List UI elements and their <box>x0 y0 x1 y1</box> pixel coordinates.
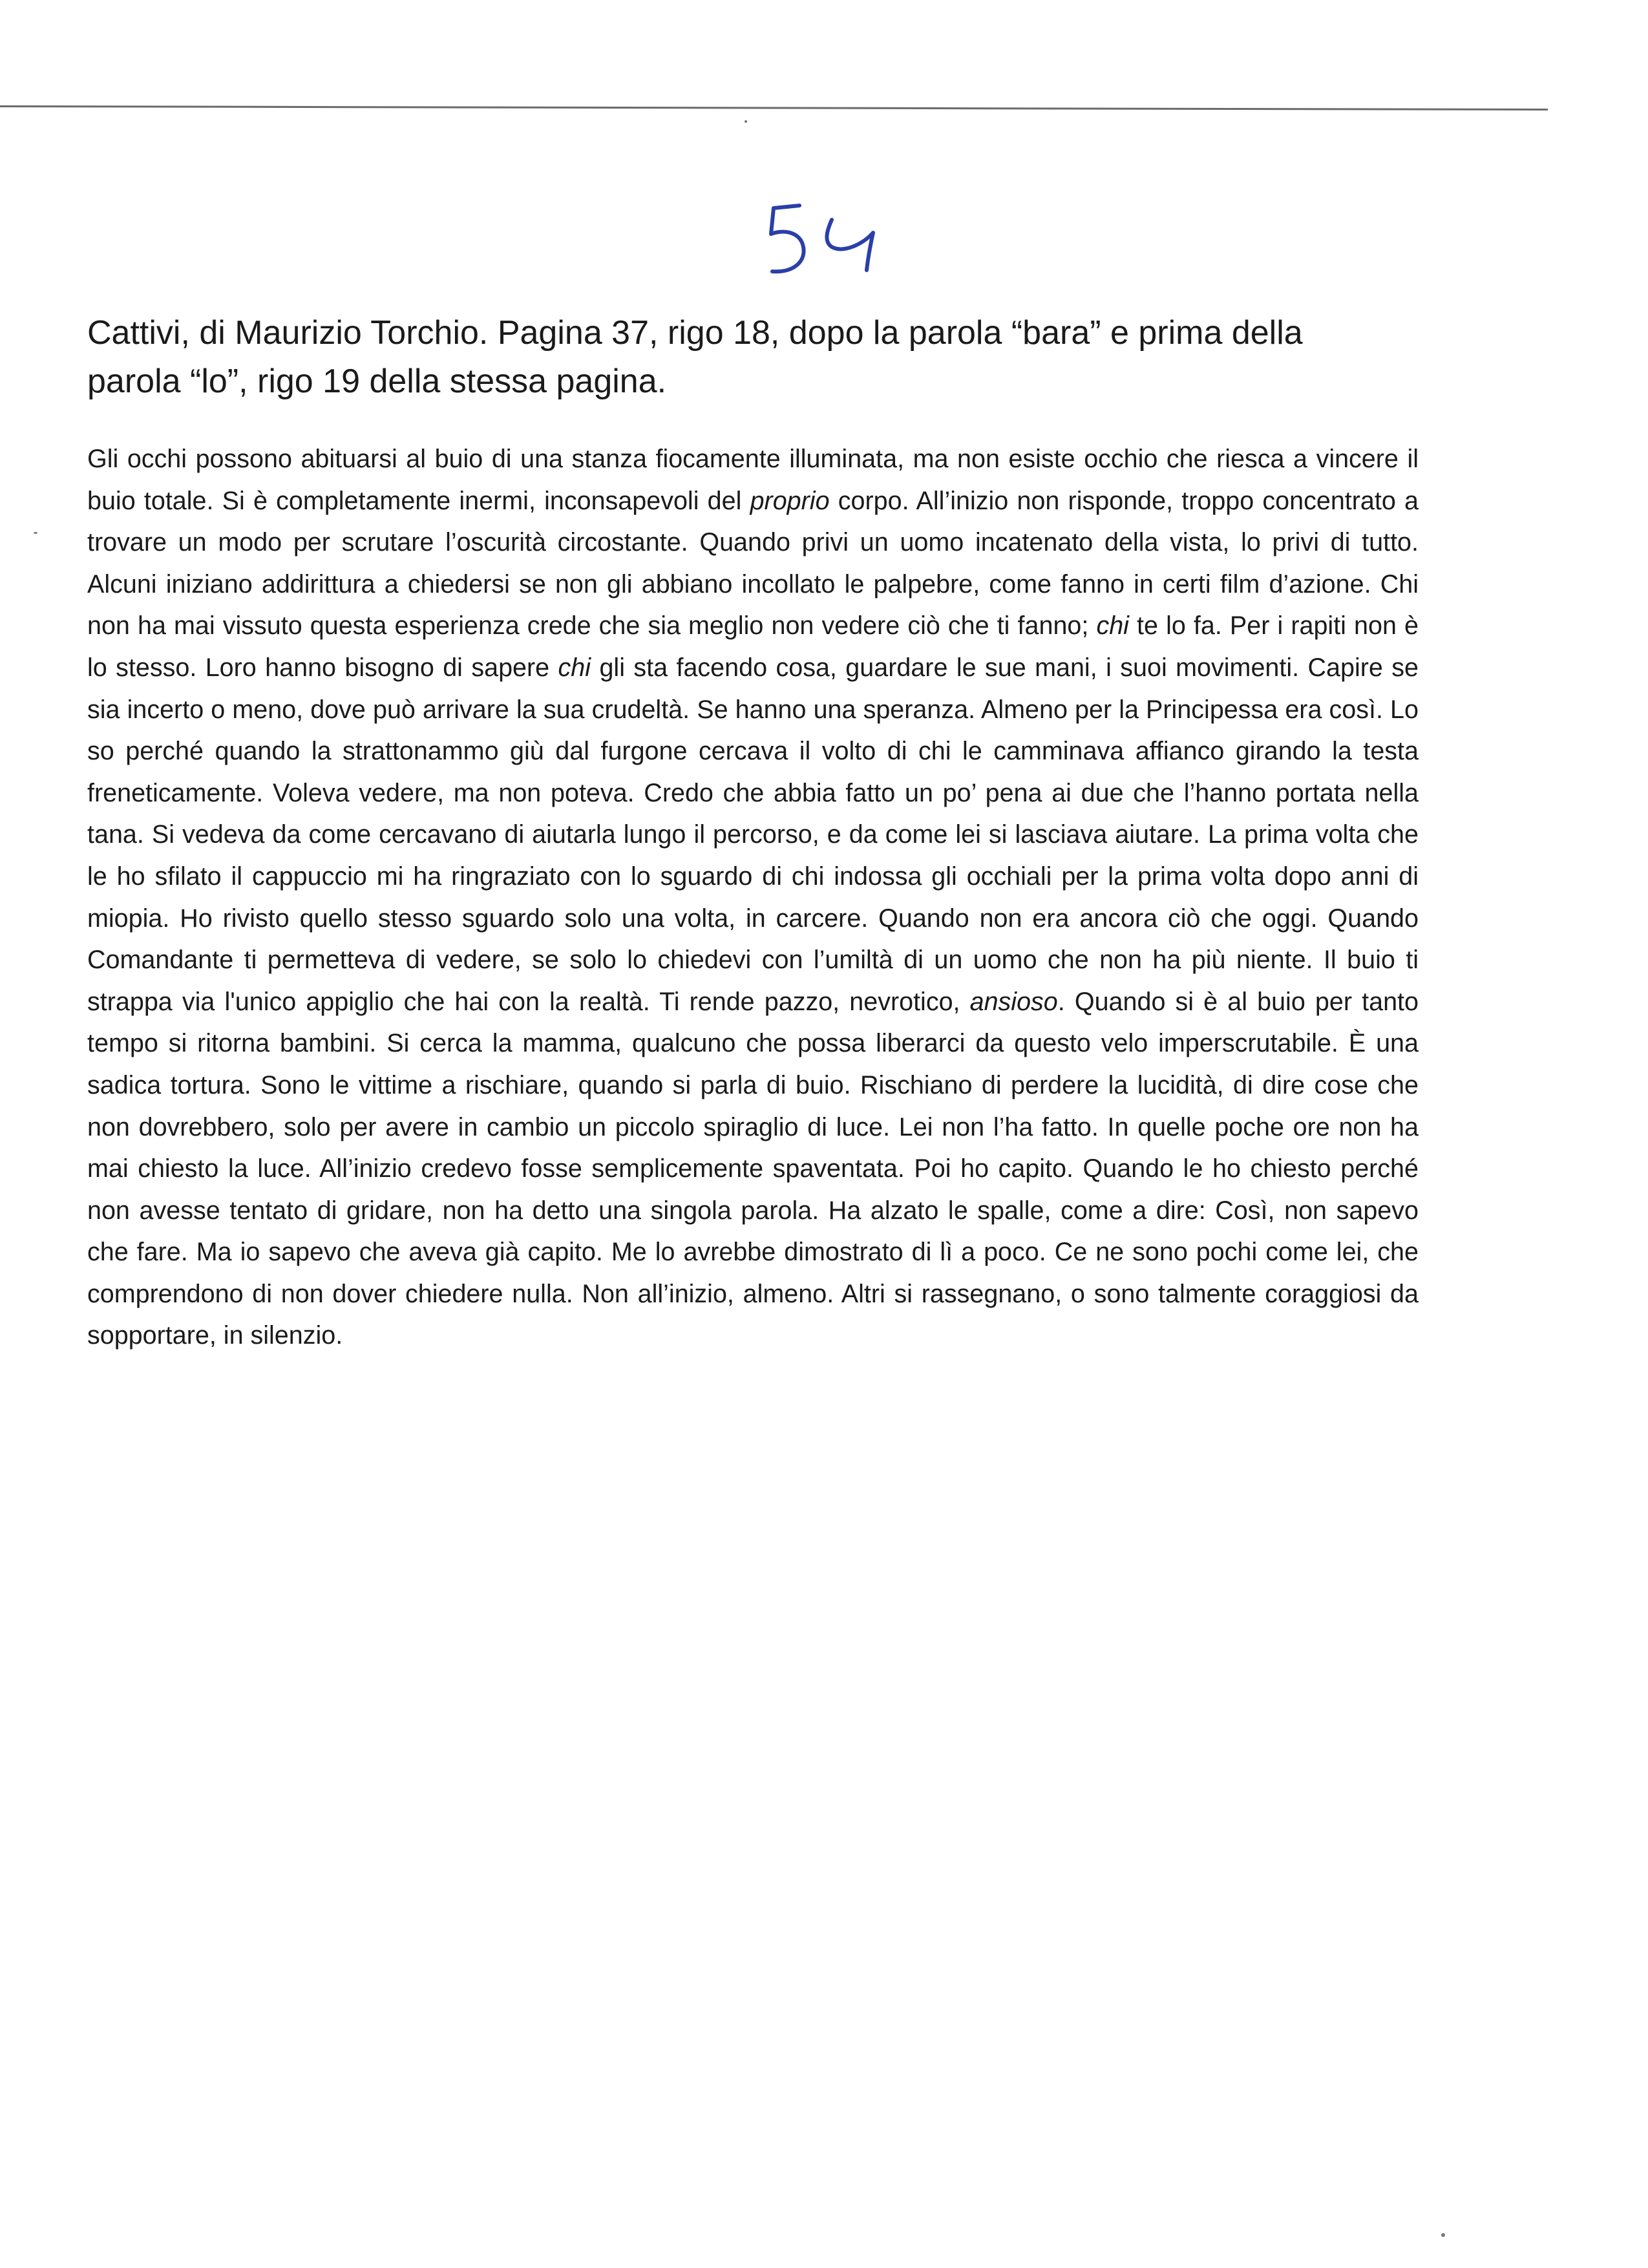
document-title: Cattivi, di Maurizio Torchio. Pagina 37, rigo 18, dopo la parola “bara” e prima della parola “lo”, rigo 19 della stessa pagina. <box>87 314 1303 400</box>
scan-speck <box>745 120 747 123</box>
scan-speck <box>1441 2233 1445 2237</box>
body-paragraph <box>87 438 1419 1357</box>
body-text-italic: ansioso <box>969 987 1058 1016</box>
scan-speck <box>34 532 37 534</box>
body-text-italic: proprio <box>750 486 830 515</box>
body-text-segment: . Quando si è al buio per tanto tempo si ritorna bambini. Si cerca la mamma, qualcuno che possa liberarci da questo velo imperscrutabile. È una sadica tortura. Sono le vittime a rischiare, quando si parla di buio. Rischiano di perdere la lucidità, di dire cose che non dovrebbero, solo per avere in cambio un piccolo spiraglio di luce. Lei non l’ha fatto. In quelle poche ore non ha mai chiesto la luce. All’inizio credevo fosse semplicemente spaventata. Poi ho capito. Quando le ho chiesto perché non avesse tentato di gridare, non ha detto una singola parola. Ha alzato le spalle, come a dire: Così, non sapevo che fare. Ma io sapevo che aveva già capito. Me lo avrebbe dimostrato di lì a poco. Ce ne sono pochi come lei, che comprendono di non dover chiedere nulla. Non all’inizio, almeno. Altri si rassegnano, o sono talmente coraggiosi da sopportare, in silenzio. <box>87 987 1419 1350</box>
body-text-segment: te lo fa. Per i rapiti non è lo stesso. Loro hanno bisogno di sapere <box>87 611 1419 682</box>
handwritten-page-number <box>759 194 889 284</box>
body-text-italic: chi <box>1096 611 1129 641</box>
body-text-segment: Gli occhi possono abituarsi al buio di una stanza fiocamente illuminata, ma non esiste occhio che riesca a vincere il buio totale. Si è completamente inermi, inconsapevoli del <box>87 445 1419 515</box>
body-text-segment: gli sta facendo cosa, guardare le sue mani, i suoi movimenti. Capire se sia incerto o meno, dove può arrivare la sua crudeltà. Se hanno una speranza. Almeno per la Principessa era così. Lo so perché quando la strattonammo giù dal furgone cercava il volto di chi le camminava affianco girando la testa freneticamente. Voleva vedere, ma non poteva. Credo che abbia fatto un po’ pena ai due che l’hanno portata nella tana. Si vedeva da come cercavano di aiutarla lungo il percorso, e da come lei si lasciava aiutare. La prima volta che le ho sfilato il cappuccio mi ha ringraziato con lo sguardo di chi indossa gli occhiali per la prima volta dopo anni di miopia. Ho rivisto quello stesso sguardo solo una volta, in carcere. Quando non era ancora ciò che oggi. Quando Comandante ti permetteva di vedere, se solo lo chiedevi con l’umiltà di un uomo che non ha più niente. Il buio ti strappa via l'unico appiglio che hai con la realtà. Ti rende pazzo, nevrotico, <box>87 653 1419 1016</box>
handwritten-page-number-drawing <box>759 194 889 284</box>
body-text-italic: chi <box>558 653 591 682</box>
scan-edge-line <box>0 105 1548 111</box>
body-text-segment: corpo. All’inizio non risponde, troppo concentrato a trovare un modo per scrutare l’oscurità circostante. Quando privi un uomo incatenato della vista, lo privi di tutto. Alcuni iniziano addirittura a chiedersi se non gli abbiano incollato le palpebre, come fanno in certi film d’azione. Chi non ha mai vissuto questa esperienza crede che sia meglio non vedere ciò che ti fanno; <box>87 486 1419 641</box>
